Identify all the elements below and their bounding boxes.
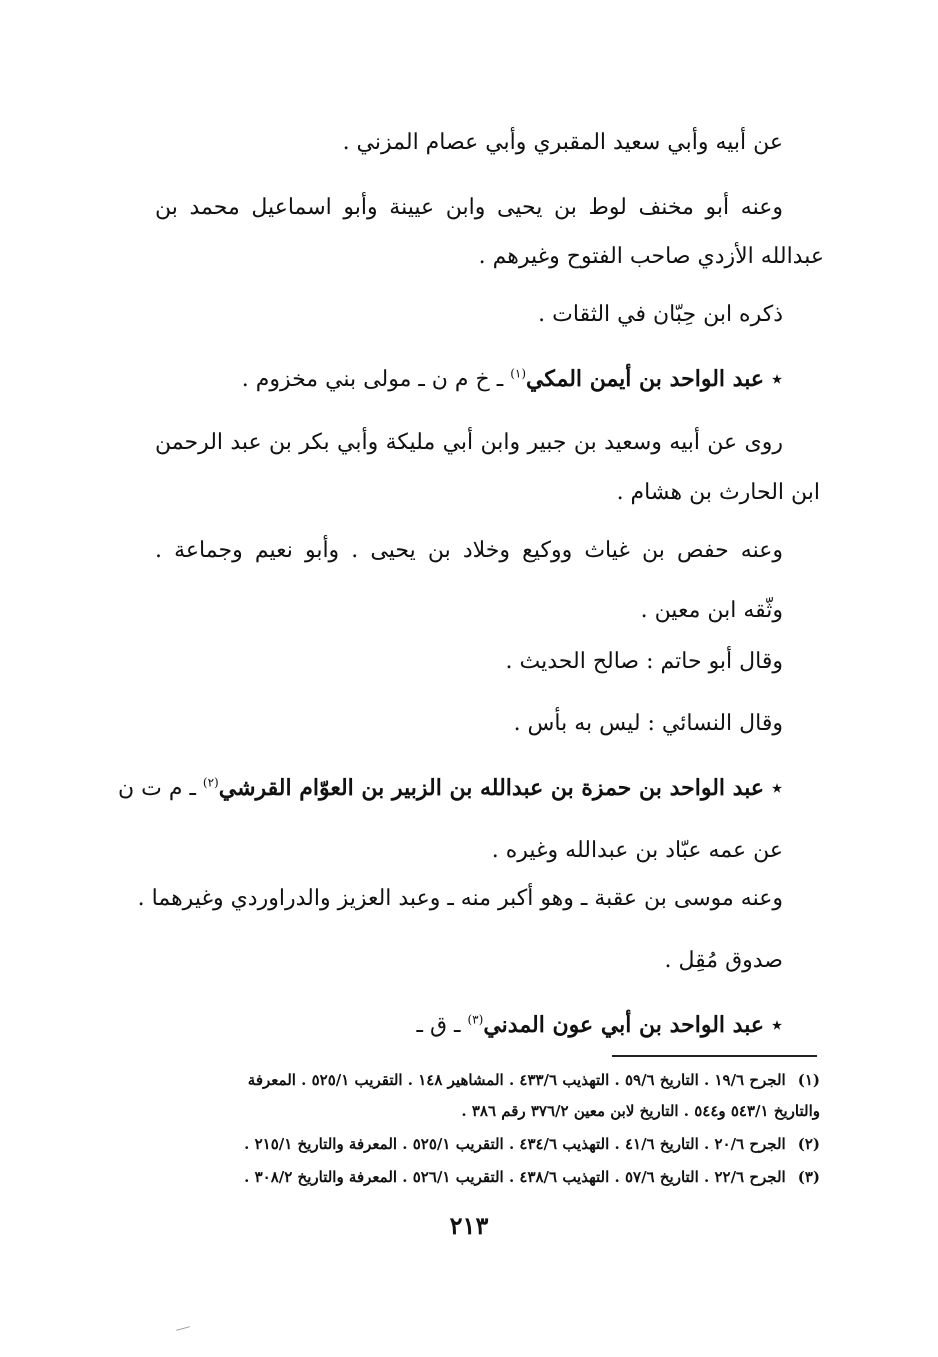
text-line: وقال أبو حاتم : صالح الحديث . — [505, 649, 783, 674]
footnote-ref: (١) — [510, 366, 527, 381]
entry-rest: ـ خ م ن ـ مولى بني مخزوم . — [241, 367, 511, 392]
footnote-separator — [612, 1055, 817, 1057]
text-line: وقال النسائي : ليس به بأس . — [513, 711, 783, 736]
text-line: عبدالله الأزدي صاحب الفتوح وغيرهم . — [478, 244, 824, 269]
footnote-number: (١) — [797, 1071, 820, 1089]
entry-rest: ـ م ت ن — [118, 776, 203, 801]
entry-name: عبد الواحد بن أبي عون المدني — [483, 1012, 764, 1038]
text-line: وعنه حفص بن غياث ووكيع وخلاد بن يحيى . وأبو نعيم وجماعة . — [155, 538, 783, 563]
footnote-number: (٢) — [797, 1135, 820, 1153]
footnote — [120, 1132, 820, 1156]
text-line: وثّقه ابن معين . — [640, 598, 783, 623]
entry-name: عبد الواحد بن حمزة بن عبدالله بن الزبير بن العوّام القرشي — [218, 775, 764, 801]
text-line: ذكره ابن حِبّان في الثقات . — [538, 302, 783, 327]
footnote — [120, 1165, 820, 1189]
footnote-ref: (٢) — [202, 775, 219, 790]
text-line: عن أبيه وأبي سعيد المقبري وأبي عصام المزني . — [342, 130, 783, 155]
page-number: ٢١٣ — [449, 1211, 489, 1240]
footnote-ref: (٣) — [467, 1012, 484, 1027]
entry-marker: ٭ — [771, 367, 783, 392]
footnote-text: الجرح ١٩/٦ . التاريخ ٥٩/٦ . التهذيب ٤٣٣/٦ . المشاهير ١٤٨ . التقريب ٥٢٥/١ . المعرفة — [247, 1071, 786, 1089]
footnote-text: والتاريخ ٥٤٣/١ و٥٤٤ . التاريخ لابن معين ٣٧٦/٢ رقم ٣٨٦ . — [461, 1102, 820, 1120]
text-line: ابن الحارث بن هشام . — [616, 480, 820, 505]
text-line: وعنه موسى بن عقبة ـ وهو أكبر منه ـ وعبد العزيز والدراوردي وغيرهما . — [137, 886, 783, 911]
entry-heading — [143, 1008, 783, 1042]
text-line: عن عمه عبّاد بن عبدالله وغيره . — [491, 838, 783, 863]
entry-heading — [143, 362, 783, 396]
footnote — [153, 1099, 820, 1123]
footnote-text: الجرح ٢٠/٦ . التاريخ ٤١/٦ . التهذيب ٤٣٤/٦ . التقريب ٥٢٥/١ . المعرفة والتاريخ ٢١٥/١ . — [244, 1135, 786, 1153]
footnote-text: الجرح ٢٢/٦ . التاريخ ٥٧/٦ . التهذيب ٤٣٨/٦ . التقريب ٥٢٦/١ . المعرفة والتاريخ ٣٠٨/٢ . — [244, 1168, 786, 1186]
text-line: وعنه أبو مخنف لوط بن يحيى وابن عيينة وأبو اسماعيل محمد بن — [155, 195, 783, 220]
text-line: روى عن أبيه وسعيد بن جبير وابن أبي مليكة وأبي بكر بن عبد الرحمن — [155, 430, 783, 455]
entry-heading — [118, 771, 783, 805]
scan-mark — [176, 1326, 190, 1331]
footnote-number: (٣) — [797, 1168, 820, 1186]
entry-marker: ٭ — [771, 776, 783, 801]
footnote — [120, 1068, 820, 1092]
entry-rest: ـ ق ـ — [416, 1013, 468, 1038]
entry-name: عبد الواحد بن أيمن المكي — [526, 366, 764, 392]
entry-marker: ٭ — [771, 1013, 783, 1038]
text-line: صدوق مُقِل . — [664, 948, 783, 973]
